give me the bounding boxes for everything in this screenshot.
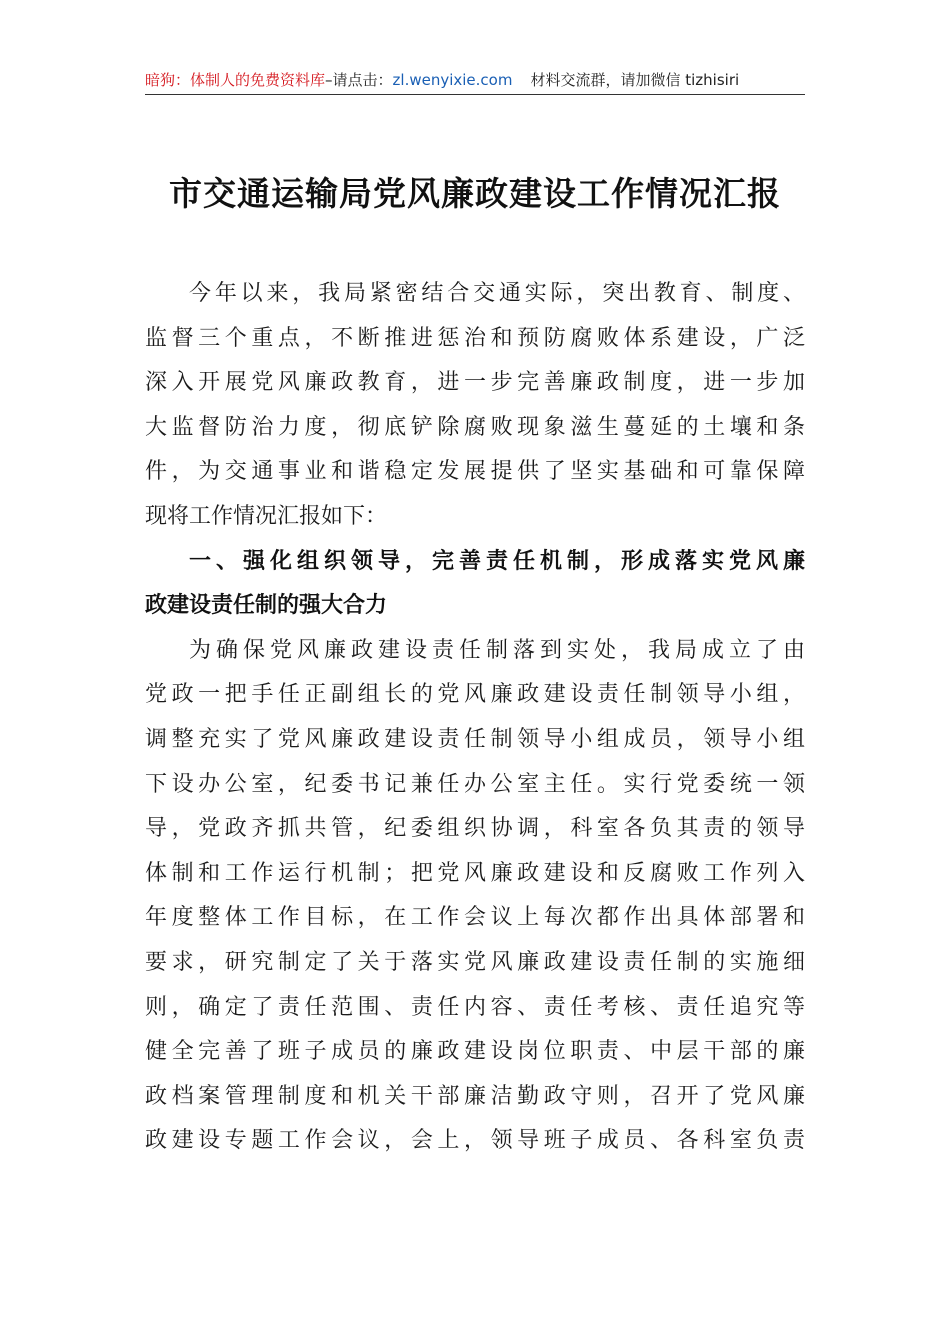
- paragraph-line: 要求，研究制定了关于落实党风廉政建设责任制的实施细: [145, 949, 805, 975]
- document-title: 市交通运输局党风廉政建设工作情况汇报: [169, 174, 781, 213]
- paragraph-line: 体制和工作运行机制；把党风廉政建设和反腐败工作列入: [145, 860, 805, 886]
- paragraph-line: 则，确定了责任范围、责任内容、责任考核、责任追究等: [145, 994, 805, 1020]
- header-contact: 材料交流群，请加微信 tizhisiri: [530, 71, 740, 89]
- paragraph-line: 调整充实了党风廉政建设责任制领导小组成员，领导小组: [145, 726, 805, 752]
- section-heading-line: 政建设责任制的强大合力: [145, 593, 388, 619]
- header-prompt: –请点击：: [325, 71, 393, 89]
- paragraph-line: 导，党政齐抓共管，纪委组织协调，科室各负其责的领导: [145, 816, 805, 842]
- paragraph-line: 大监督防治力度，彻底铲除腐败现象滋生蔓延的土壤和条: [145, 414, 805, 440]
- paragraph-line: 深入开展党风廉政教育，进一步完善廉政制度，进一步加: [145, 370, 805, 396]
- paragraph-line: 年度整体工作目标，在工作会议上每次都作出具体部署和: [145, 905, 805, 931]
- document-body: [145, 272, 805, 1164]
- page-header: [145, 68, 805, 95]
- paragraph-line: 监督三个重点，不断推进惩治和预防腐败体系建设，广泛: [145, 325, 805, 351]
- header-url-link[interactable]: zl.wenyixie.com: [392, 71, 513, 89]
- paragraph-line: 为确保党风廉政建设责任制落到实处，我局成立了由: [189, 637, 805, 663]
- paragraph-line: 健全完善了班子成员的廉政建设岗位职责、中层干部的廉: [145, 1039, 805, 1065]
- paragraph-line: 下设办公室，纪委书记兼任办公室主任。实行党委统一领: [145, 771, 805, 797]
- paragraph-line: 政档案管理制度和机关干部廉洁勤政守则，召开了党风廉: [145, 1083, 805, 1109]
- section-heading-line: 一、强化组织领导，完善责任机制，形成落实党风廉: [189, 548, 805, 574]
- header-site-name: 暗狗：体制人的免费资料库: [145, 71, 326, 89]
- paragraph-line: 政建设专题工作会议，会上，领导班子成员、各科室负责: [145, 1128, 805, 1154]
- paragraph-line: 件，为交通事业和谐稳定发展提供了坚实基础和可靠保障: [145, 459, 805, 485]
- paragraph-line: 党政一把手任正副组长的党风廉政建设责任制领导小组，: [145, 682, 805, 708]
- paragraph-line: 今年以来，我局紧密结合交通实际，突出教育、制度、: [189, 281, 805, 306]
- paragraph-line: 现将工作情况汇报如下：: [145, 503, 388, 529]
